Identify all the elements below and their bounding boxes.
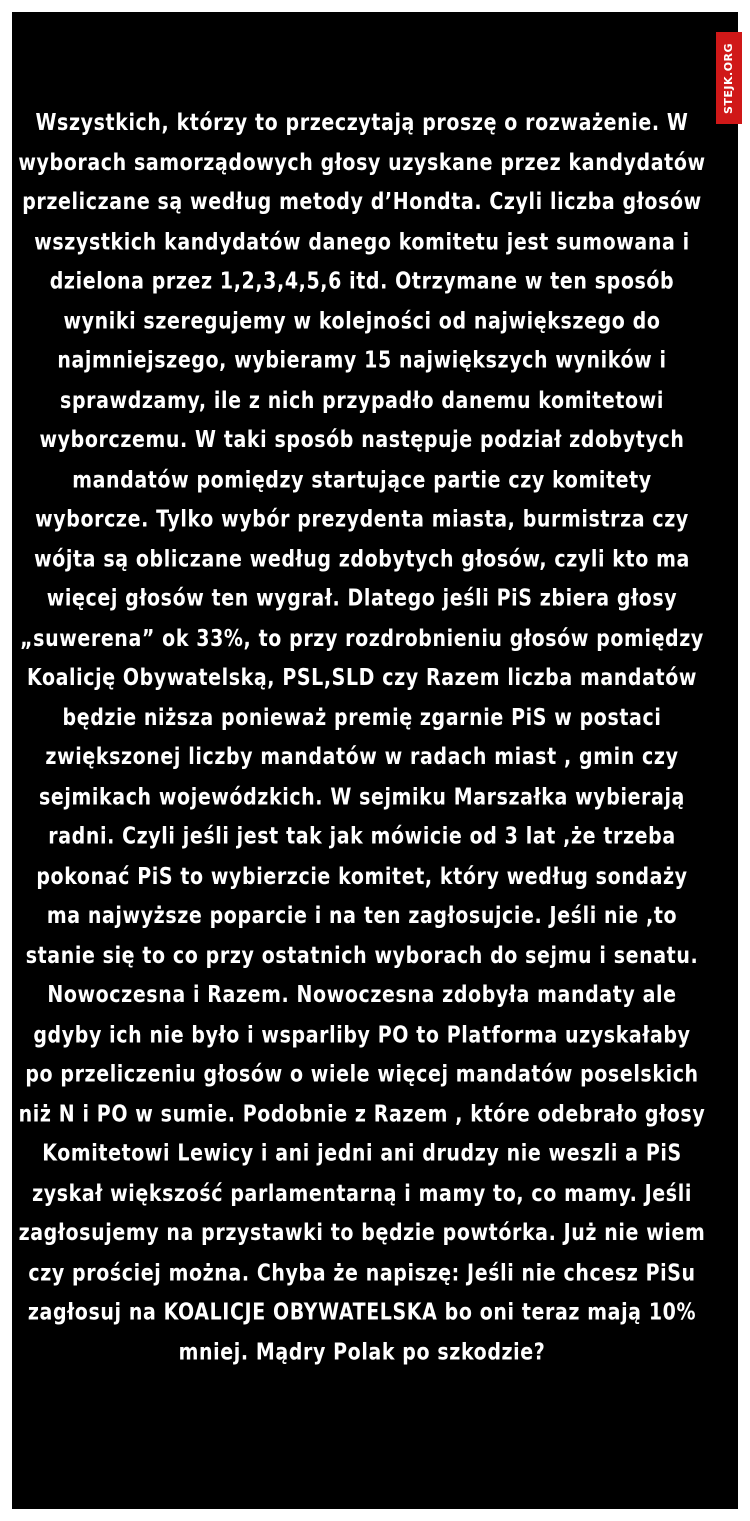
- site-watermark: [716, 32, 742, 124]
- watermark-text: STEJK.ORG: [722, 42, 736, 114]
- post-text: Wszystkich, którzy to przeczytają proszę o rozważenie. W wyborach samorządowych głosy uzyskane przez kandydatów przeliczane są według metody d’Hondta. Czyli liczba głosów wszystkich kandydatów danego komitetu jest sumowana i dzielona przez 1,2,3,4,5,6 itd. Otrzymane w ten sposób wyniki szeregujemy w kolejności od największego do najmniejszego, wybieramy 15 największych wyników i sprawdzamy, ile z nich przypadło danemu komitetowi wyborczemu. W taki sposób następuje podział zdobytych mandatów pomiędzy startujące partie czy komitety wyborcze. Tylko wybór prezydenta miasta, burmistrza czy wójta są obliczane według zdobytych głosów, czyli kto ma więcej głosów ten wygrał. Dlatego jeśli PiS zbiera głosy „suwerena” ok 33%, to przy rozdrobnieniu głosów pomiędzy Koalicję Obywatelską, PSL,SLD czy Razem liczba mandatów będzie niższa ponieważ premię zgarnie PiS w postaci zwiększonej liczby mandatów w radach miast , gmin czy sejmikach wojewódzkich. W sejmiku Marszałka wybierają radni. Czyli jeśli jest tak jak mówicie od 3 lat ,że trzeba pokonać PiS to wybierzcie komitet, który według sondaży ma najwyższe poparcie i na ten zagłosujcie. Jeśli nie ,to stanie się to co przy ostatnich wyborach do sejmu i senatu. Nowoczesna i Razem. Nowoczesna zdobyła mandaty ale gdyby ich nie było i wsparliby PO to Platforma uzyskałaby po przeliczeniu głosów o wiele więcej mandatów poselskich niż N i PO w sumie. Podobnie z Razem , które odebrało głosy Komitetowi Lewicy i ani jedni ani drudzy nie weszli a PiS zyskał większość parlamentarną i mamy to, co mamy. Jeśli zagłosujemy na przystawki to będzie powtórka. Już nie wiem czy prościej można. Chyba że napiszę: Jeśli nie chcesz PiSu zagłosuj na KOALICJE OBYWATELSKA bo oni teraz mają 10% mniej. Mądry Polak po szkodzie?: [18, 109, 706, 1366]
